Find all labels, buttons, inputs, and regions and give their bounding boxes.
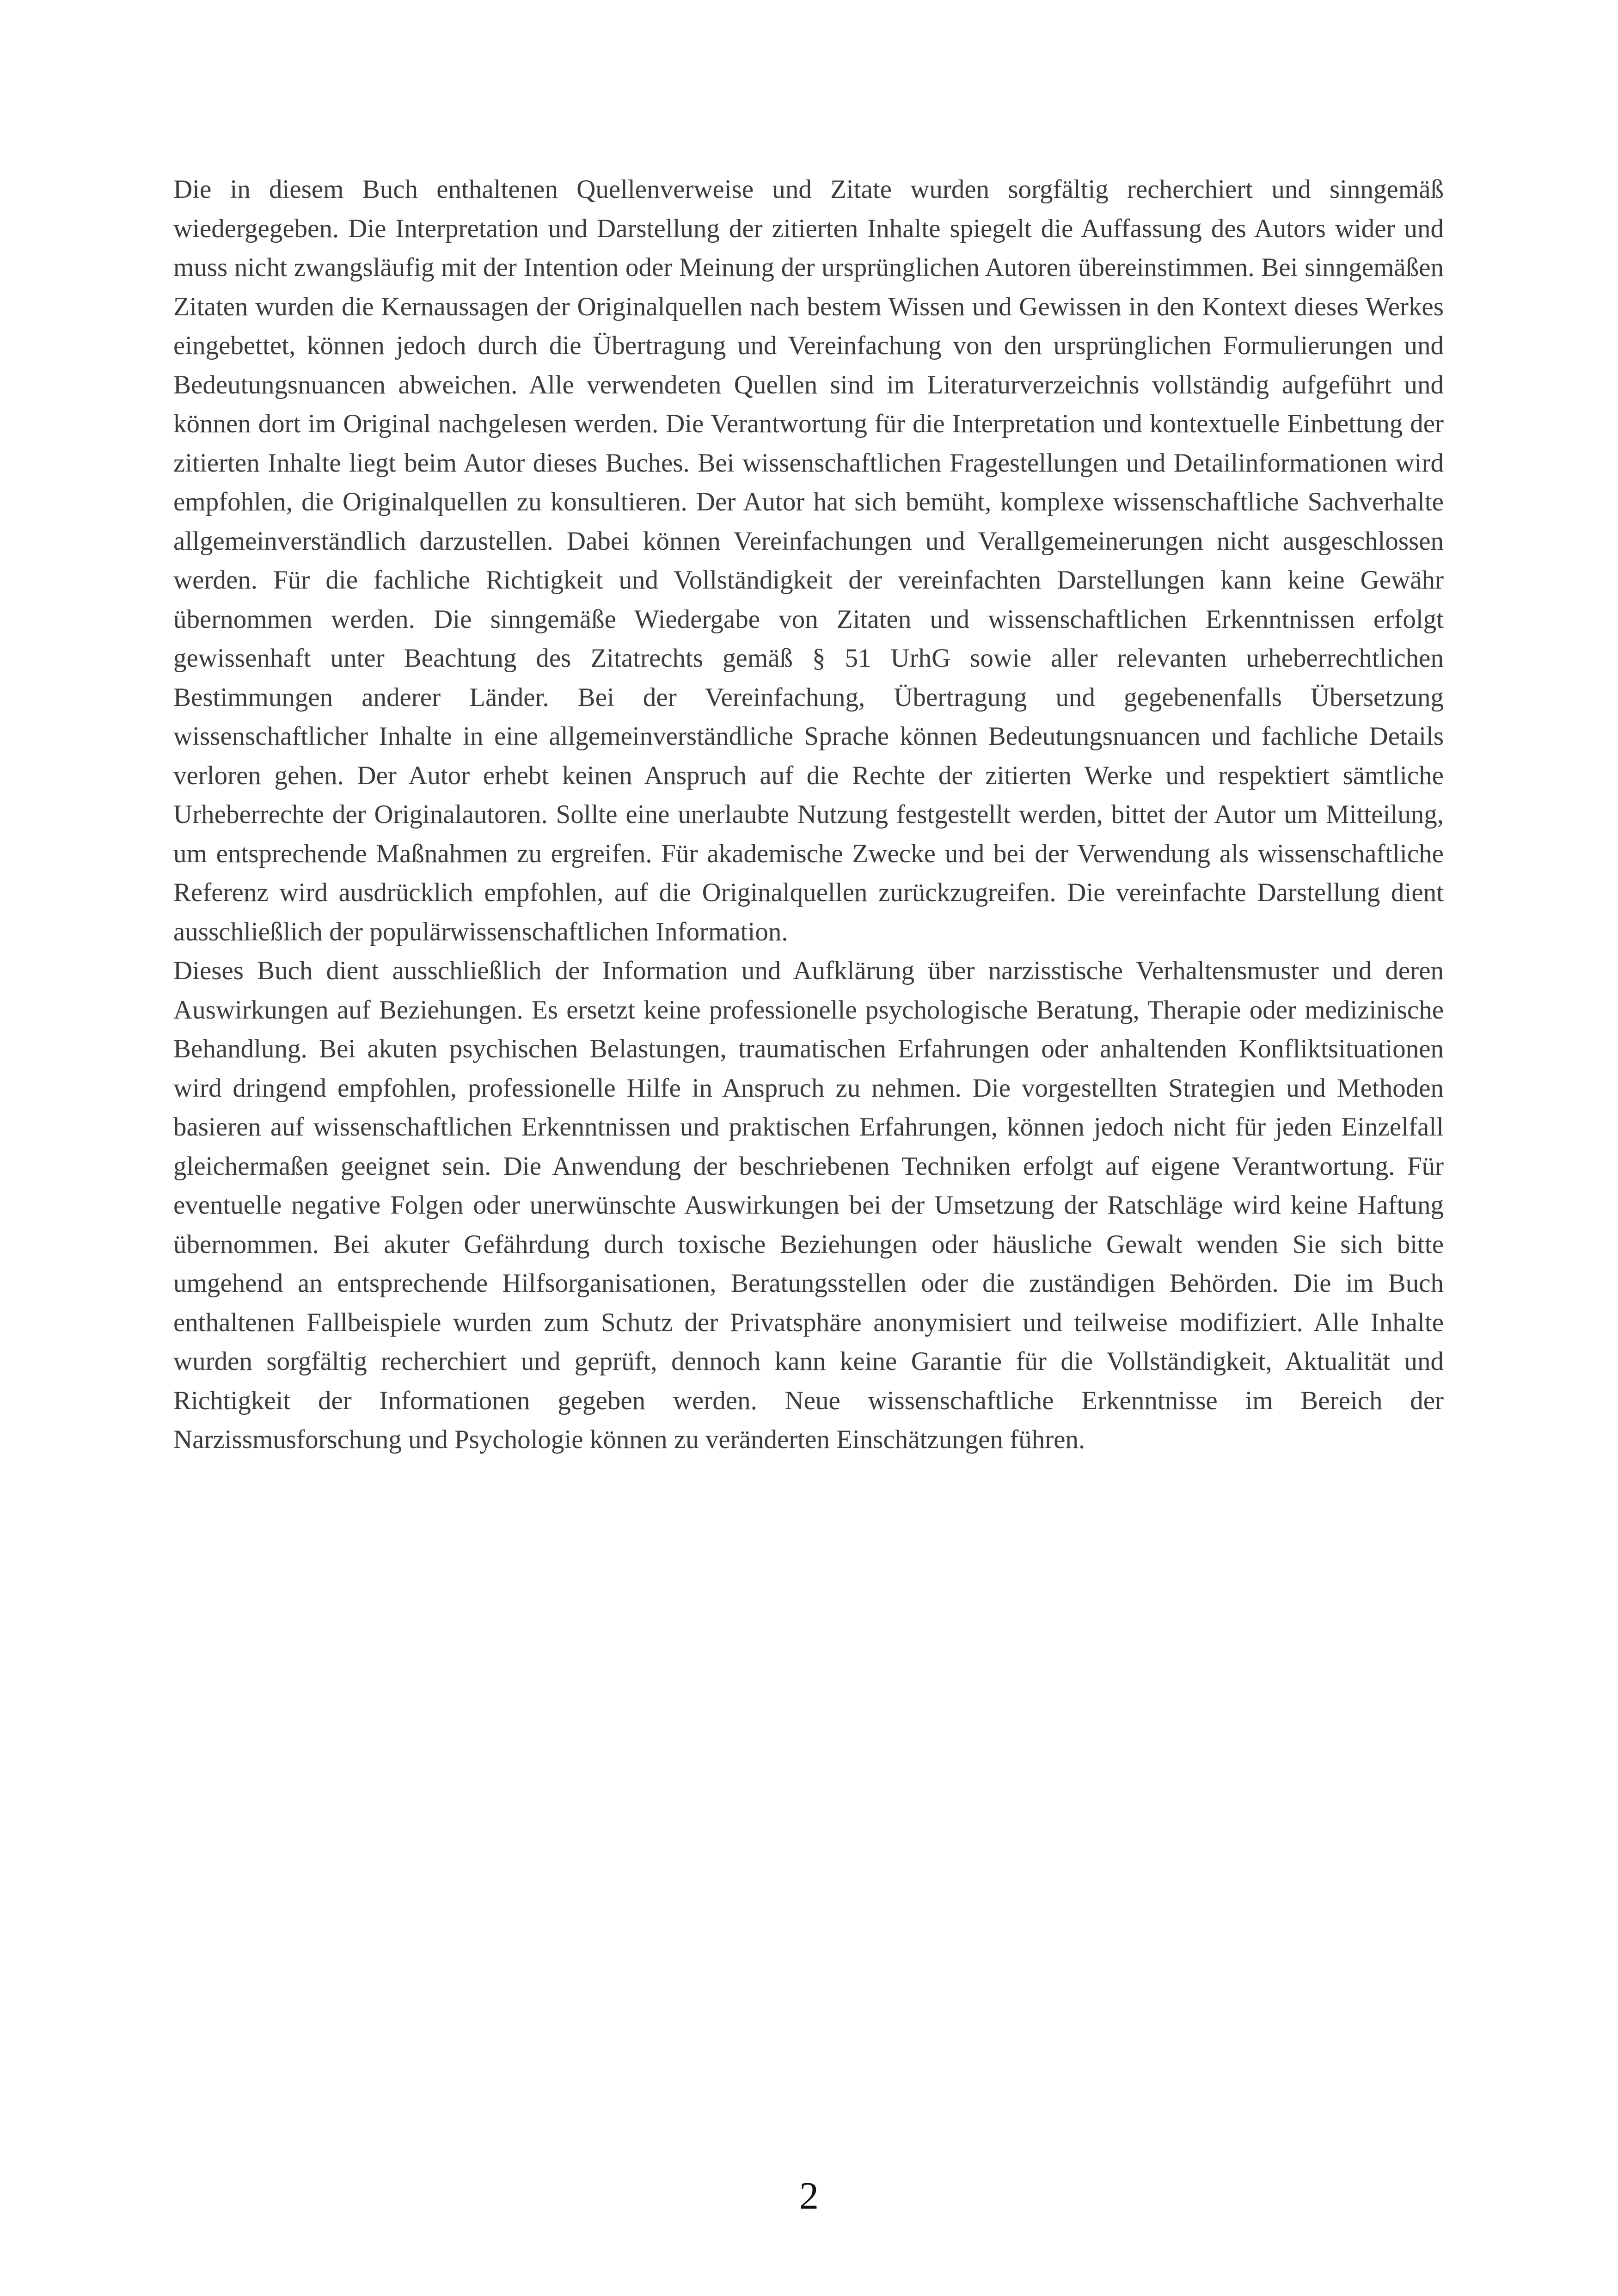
paragraph-information-disclaimer: Dieses Buch dient ausschließlich der Information und Aufklärung über narzisstische Verhaltensmuster und deren Auswirkungen auf Beziehungen. Es ersetzt keine professionelle psychologische Beratung, Therapie oder medizinische Behandlung. Bei akuten psychischen Belastungen, traumatischen Erfahrungen oder anhaltenden Konfliktsituationen wird dringend empfohlen, professionelle Hilfe in Anspruch zu nehmen. Die vorgestellten Strategien und Methoden basieren auf wissenschaftlichen Erkenntnissen und praktischen Erfahrungen, können jedoch nicht für jeden Einzelfall gleichermaßen geeignet sein. Die Anwendung der beschriebenen Techniken erfolgt auf eigene Verantwortung. Für eventuelle negative Folgen oder unerwünschte Auswirkungen bei der Umsetzung der Ratschläge wird keine Haftung übernommen. Bei akuter Gefährdung durch toxische Beziehungen oder häusliche Gewalt wenden Sie sich bitte umgehend an entsprechende Hilfsorganisationen, Beratungsstellen oder die zuständigen Behörden. Die im Buch enthaltenen Fallbeispiele wurden zum Schutz der Privatsphäre anonymisiert und teilweise modifiziert. Alle Inhalte wurden sorgfältig recherchiert und geprüft, dennoch kann keine Garantie für die Vollständigkeit, Aktualität und Richtigkeit der Informationen gegeben werden. Neue wissenschaftliche Erkenntnisse im Bereich der Narzissmusforschung und Psychologie können zu veränderten Einschätzungen führen. <box>173 956 1444 1454</box>
body-text <box>173 170 1444 1460</box>
page-number: 2 <box>799 2174 819 2217</box>
paragraph-sources-disclaimer: Die in diesem Buch enthaltenen Quellenverweise und Zitate wurden sorgfältig recherchiert und sinngemäß wiedergegeben. Die Interpretation und Darstellung der zitierten Inhalte spiegelt die Auffassung des Autors wider und muss nicht zwangsläufig mit der Intention oder Meinung der ursprünglichen Autoren übereinstimmen. Bei sinngemäßen Zitaten wurden die Kernaussagen der Originalquellen nach bestem Wissen und Gewissen in den Kontext dieses Werkes eingebettet, können jedoch durch die Übertragung und Vereinfachung von den ursprünglichen Formulierungen und Bedeutungsnuancen abweichen. Alle verwendeten Quellen sind im Literaturverzeichnis vollständig aufgeführt und können dort im Original nachgelesen werden. Die Verantwortung für die Interpretation und kontextuelle Einbettung der zitierten Inhalte liegt beim Autor dieses Buches. Bei wissenschaftlichen Fragestellungen und Detailinformationen wird empfohlen, die Originalquellen zu konsultieren. Der Autor hat sich bemüht, komplexe wissenschaftliche Sachverhalte allgemeinverständlich darzustellen. Dabei können Vereinfachungen und Verallgemeinerungen nicht ausgeschlossen werden. Für die fachliche Richtigkeit und Vollständigkeit der vereinfachten Darstellungen kann keine Gewähr übernommen werden. Die sinngemäße Wiedergabe von Zitaten und wissenschaftlichen Erkenntnissen erfolgt gewissenhaft unter Beachtung des Zitatrechts gemäß § 51 UrhG sowie aller relevanten urheberrechtlichen Bestimmungen anderer Länder. Bei der Vereinfachung, Übertragung und gegebenenfalls Übersetzung wissenschaftlicher Inhalte in eine allgemeinverständliche Sprache können Bedeutungsnuancen und fachliche Details verloren gehen. Der Autor erhebt keinen Anspruch auf die Rechte der zitierten Werke und respektiert sämtliche Urheberrechte der Originalautoren. Sollte eine unerlaubte Nutzung festgestellt werden, bittet der Autor um Mitteilung, um entsprechende Maßnahmen zu ergreifen. Für akademische Zwecke und bei der Verwendung als wissenschaftliche Referenz wird ausdrücklich empfohlen, auf die Originalquellen zurückzugreifen. Die vereinfachte Darstellung dient ausschließlich der populärwissenschaftlichen Information. <box>173 175 1444 946</box>
